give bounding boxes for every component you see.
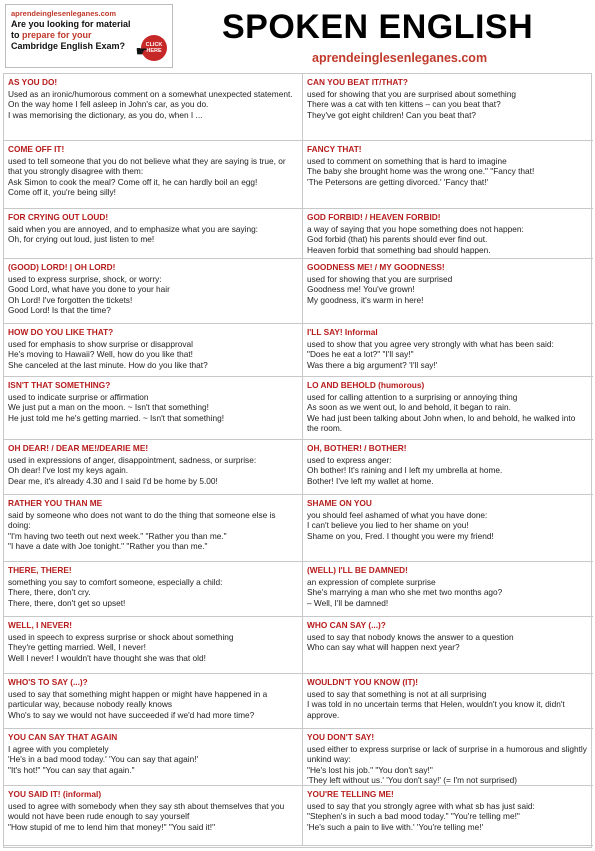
expression-example: Oh dear! I've lost my keys again. [8,465,129,476]
expression-title: SHAME ON YOU [307,498,372,508]
expression-example: 'He's such a pain to live with.' 'You're telling me!' [307,821,484,832]
expression-definition: used to say that something is not at all surprising [307,688,487,699]
expression-example: Heaven forbid that something bad should happen. [307,244,491,255]
expression-title: FANCY THAT! [307,144,362,154]
expression-definition: used to express anger: [307,454,392,465]
site-url-link[interactable]: aprendeinglesenleganes.com [312,51,488,65]
expression-example: As soon as we went out, lo and behold, it began to rain. [307,402,511,413]
page-header [0,0,595,74]
expression-entry [303,729,593,786]
expression-title: FOR CRYING OUT LOUD! [8,212,109,222]
expression-example: The baby she brought home was the wrong one." "Fancy that! [307,166,535,177]
expression-example: 'The Petersons are getting divorced.' 'Fancy that!' [307,176,489,187]
expression-title: YOU'RE TELLING ME! [307,789,394,799]
expression-example: – Well, I'll be damned! [307,597,389,608]
expression-title: LO AND BEHOLD (humorous) [307,380,425,390]
expression-definition: used to say that nobody knows the answer to a question [307,631,514,642]
expression-entry [303,562,593,617]
expression-definition: used to express surprise, shock, or worry: [8,273,162,284]
expression-title: YOU DON'T SAY! [307,732,375,742]
expression-example: We had just been talking about John when, lo and behold, he walked into the room. [307,412,576,434]
promo-line-1: Are you looking for material [11,19,131,29]
expression-definition: used to agree with somebody when they say sth about themselves that you would not have been rude enough to say yourself [8,800,285,822]
expression-entry [303,209,593,259]
expression-entry [303,259,593,324]
expression-example: Ask Simon to cook the meal? Come off it, he can hardly boil an egg! [8,176,258,187]
expression-example: I can't believe you lied to her shame on you! [307,520,469,531]
expression-entry [4,141,303,209]
expression-title: RATHER YOU THAN ME [8,498,103,508]
expressions-table [3,73,592,848]
expression-definition: said when you are annoyed, and to emphasize what you are saying: [8,223,258,234]
expression-example: Was there a big argument? 'I'll say!' [307,359,438,370]
expression-entry [303,495,593,562]
expression-definition: said by someone who does not want to do the thing that someone else is doing: [8,509,276,531]
expression-example: God forbid (that) his parents should ever find out. [307,234,488,245]
click-here-button[interactable]: CLICK HERE [141,35,167,61]
expression-title: (WELL) I'LL BE DAMNED! [307,565,408,575]
expression-entry [303,617,593,674]
expression-example: There, there, don't get so upset! [8,597,126,608]
expression-example: Bother! I've left my wallet at home. [307,475,434,486]
expression-definition: used to show that you agree very strongly with what has been said: [307,338,554,349]
expression-example: Who can say what will happen next year? [307,642,460,653]
expression-example: "Stephen's in such a bad mood today." "You're telling me!" [307,811,520,822]
expression-example: They're getting married. Well, I never! [8,642,146,653]
promo-site-link[interactable]: aprendeinglesenleganes.com [11,9,117,18]
expression-example: Oh bother! It's raining and I left my umbrella at home. [307,465,503,476]
expression-entry [4,259,303,324]
expression-definition: used to tell someone that you do not believe what they are saying is true, or that you strongly disagree with them: [8,155,286,177]
expression-entry [4,209,303,259]
expression-title: WELL, I NEVER! [8,620,73,630]
expression-title: CAN YOU BEAT IT/THAT? [307,77,408,87]
expression-example: He just told me he's getting married. ~ Isn't that something! [8,412,224,423]
expression-title: YOU SAID IT! (informal) [8,789,102,799]
expression-example: There, there, don't cry. [8,587,91,598]
expression-example: We just put a man on the moon. ~ Isn't that something! [8,402,209,413]
expression-definition: used to indicate surprise or affirmation [8,391,149,402]
expression-title: (GOOD) LORD! | OH LORD! [8,262,116,272]
expression-example: "He's lost his job." "You don't say!" [307,764,433,775]
expression-example: My goodness, it's warm in here! [307,294,424,305]
expression-example: Goodness me! You've grown! [307,284,415,295]
expression-definition: a way of saying that you hope something does not happen: [307,223,524,234]
expression-example: Come off it, you're being silly! [8,187,116,198]
expression-definition: used for showing that you are surprised [307,273,453,284]
page-title: SPOKEN ENGLISH [222,8,534,46]
expression-entry [4,74,303,141]
expression-example: "How stupid of me to lend him that money!" "You said it!" [8,821,216,832]
expression-title: OH, BOTHER! / BOTHER! [307,443,407,453]
expression-example: I was memorising the dictionary, as you do, when I ... [8,109,203,120]
expression-example: On the way home I fell asleep in John's car, as you do. [8,99,209,110]
expression-example: They've got eight children! Can you beat that? [307,109,477,120]
expression-entry [303,377,593,440]
expression-definition: you should feel ashamed of what you have done: [307,509,488,520]
expression-title: AS YOU DO! [8,77,58,87]
expression-definition: Used as an ironic/humorous comment on a somewhat unexpected statement. [8,88,293,99]
expression-title: COME OFF IT! [8,144,65,154]
expression-example: She's marrying a man who she met two months ago? [307,587,503,598]
expression-title: OH DEAR! / DEAR ME!/DEARIE ME! [8,443,149,453]
expression-definition: used for showing that you are surprised about something [307,88,516,99]
expression-definition: used either to express surprise or lack of surprise in a humorous and slightly unkind way: [307,743,587,765]
expression-title: GOODNESS ME! / MY GOODNESS! [307,262,445,272]
expression-definition: an expression of complete surprise [307,576,436,587]
expression-example: "Does he eat a lot?" "I'll say!" [307,349,414,360]
promo-banner[interactable] [5,4,173,68]
expression-title: WOULDN'T YOU KNOW (IT)! [307,677,419,687]
expression-entry [4,440,303,495]
expression-entry [303,324,593,377]
expression-title: HOW DO YOU LIKE THAT? [8,327,114,337]
expression-example: "It's hot!" "You can say that again." [8,764,135,775]
expression-example: "I'm having two teeth out next week." "Rather you than me." [8,530,227,541]
expression-example: Good Lord, what have you done to your hair [8,284,170,295]
expression-entry [303,141,593,209]
expression-entry [4,495,303,562]
expression-example: I was told in no uncertain terms that Helen, wouldn't you know it, didn't approve. [307,699,565,720]
expression-example: Good Lord! Is that the time? [8,305,111,316]
expression-title: GOD FORBID! / HEAVEN FORBID! [307,212,441,222]
expression-example: 'He's in a bad mood today.' 'You can say that again!' [8,754,199,765]
expression-example: There was a cat with ten kittens – can you beat that? [307,99,501,110]
expression-entry [303,74,593,141]
expression-entry [4,674,303,729]
pointing-hand-icon: ☛ [135,43,148,59]
promo-line-3: Cambridge English Exam? [11,41,126,51]
expression-definition: something you say to comfort someone, especially a child: [8,576,223,587]
expression-example: 'They left without us.' 'You don't say!' (= I'm not surprised) [307,775,518,786]
expression-title: YOU CAN SAY THAT AGAIN [8,732,118,742]
expression-definition: I agree with you completely [8,743,109,754]
expression-title: WHO'S TO SAY (...)? [8,677,88,687]
expression-definition: used in expressions of anger, disappointment, sadness, or surprise: [8,454,257,465]
expression-entry [4,324,303,377]
expression-entry [303,440,593,495]
expression-entry [4,562,303,617]
expression-example: Well I never! I wouldn't have thought she was that old! [8,652,206,663]
expression-example: Oh, for crying out loud, just listen to me! [8,234,155,245]
expression-entry [303,786,593,846]
expression-entry [303,674,593,729]
expression-entry [4,617,303,674]
promo-line-2-highlight: prepare for your [22,30,92,40]
expression-definition: used to say that something might happen or might have happened in a particular way, because nobody really knows [8,688,268,710]
expression-definition: used to say that you strongly agree with what sb has just said: [307,800,535,811]
expression-example: Dear me, it's already 4.30 and I said I'd be home by 5.00! [8,475,218,486]
expression-example: Oh Lord! I've forgotten the tickets! [8,294,133,305]
expression-title: I'LL SAY! Informal [307,327,378,337]
expression-example: "I have a date with Joe tonight." "Rather you than me." [8,541,208,552]
expression-entry [4,786,303,846]
expression-definition: used in speech to express surprise or shock about something [8,631,234,642]
expression-title: WHO CAN SAY (...)? [307,620,386,630]
expression-example: Who's to say we would not have succeeded if we'd had more time? [8,709,255,720]
promo-line-2-pre: to [11,30,22,40]
expression-title: THERE, THERE! [8,565,72,575]
expression-example: She canceled at the last minute. How do you like that? [8,359,208,370]
expression-example: Shame on you, Fred. I thought you were my friend! [307,530,494,541]
expression-definition: used for emphasis to show surprise or disapproval [8,338,193,349]
expression-title: ISN'T THAT SOMETHING? [8,380,111,390]
expression-entry [4,729,303,786]
expression-example: He's moving to Hawaii? Well, how do you like that! [8,349,193,360]
expression-entry [4,377,303,440]
expression-definition: used for calling attention to a surprising or annoying thing [307,391,518,402]
expression-definition: used to comment on something that is hard to imagine [307,155,507,166]
